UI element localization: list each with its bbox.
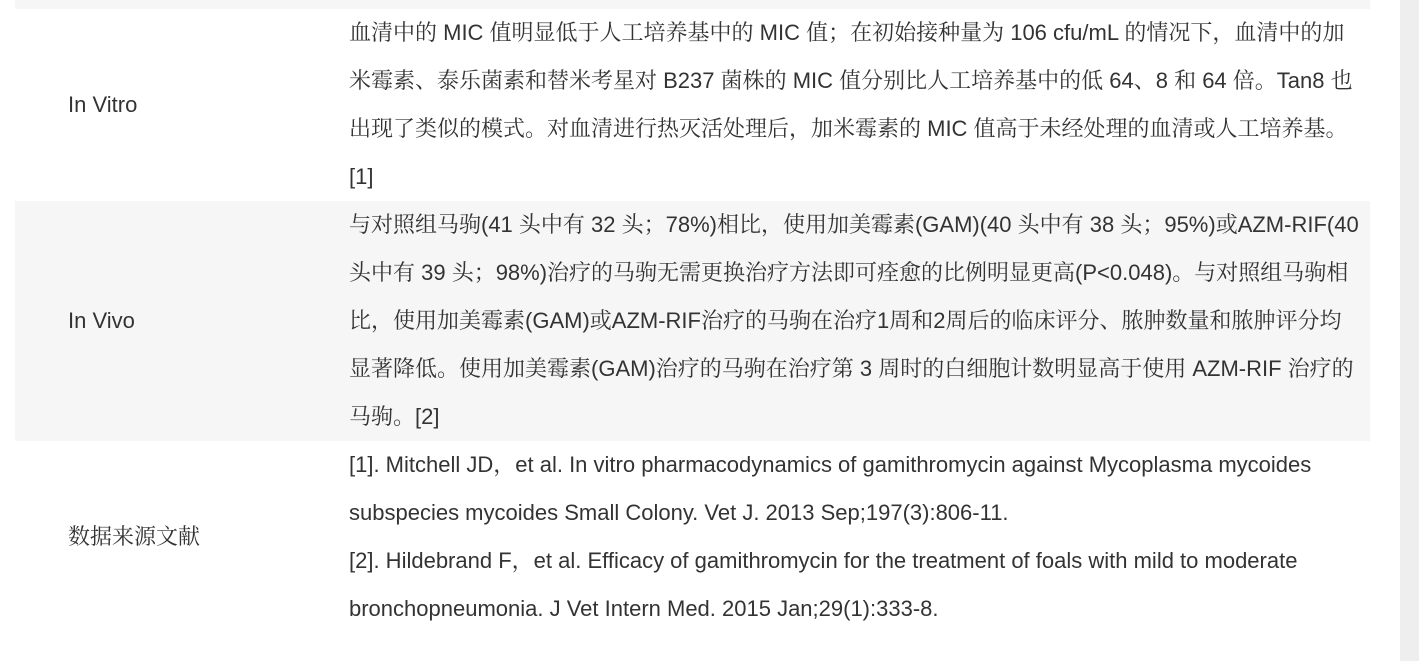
row-label-references: 数据来源文献 [68,524,201,549]
table-row-references [15,441,1370,633]
table-row-in-vivo [15,201,1370,441]
reference-2: [2]. Hildebrand F，et al. Efficacy of gamithromycin for the treatment of foals with mild to moderate bronchopneumonia. J Vet Intern Med. 2015 Jan;29(1):333-8. [349,548,1298,621]
in-vivo-text: 与对照组马驹(41 头中有 32 头；78%)相比，使用加美霉素(GAM)(40 头中有 38 头；95%)或AZM-RIF(40 头中有 39 头；98%)治疗的马驹无需更换治疗方法即可痊愈的比例明显更高(P<0.048)。与对照组马驹相比，使用加美霉素(GAM)或AZM-RIF治疗的马驹在治疗1周和2周后的临床评分、脓肿数量和脓肿评分均显著降低。使用加美霉素(GAM)治疗的马驹在治疗第 3 周时的白细胞计数明显高于使用 AZM-RIF 治疗的马驹。[2] [349,212,1359,429]
in-vitro-text: 血清中的 MIC 值明显低于人工培养基中的 MIC 值；在初始接种量为 106 cfu/mL 的情况下，血清中的加米霉素、泰乐菌素和替米考星对 B237 菌株的 MIC 值分别比人工培养基中的低 64、8 和 64 倍。Tan8 也出现了类似的模式。对血清进行热灭活处理后，加米霉素的 MIC 值高于未经处理的血清或人工培养基。[1] [349,20,1353,189]
row-value-references [349,441,1359,633]
row-label-in-vitro: In Vitro [68,92,138,117]
table-top-strip [15,0,1370,9]
row-label-in-vivo: In Vivo [68,308,135,333]
row-value-in-vivo [349,201,1359,441]
table-row-in-vitro [15,9,1370,201]
reference-1: [1]. Mitchell JD，et al. In vitro pharmacodynamics of gamithromycin against Mycoplasma mycoides subspecies mycoides Small Colony. Vet J. 2013 Sep;197(3):806-11. [349,452,1312,525]
row-value-in-vitro [349,9,1359,201]
product-info-table [15,0,1370,633]
